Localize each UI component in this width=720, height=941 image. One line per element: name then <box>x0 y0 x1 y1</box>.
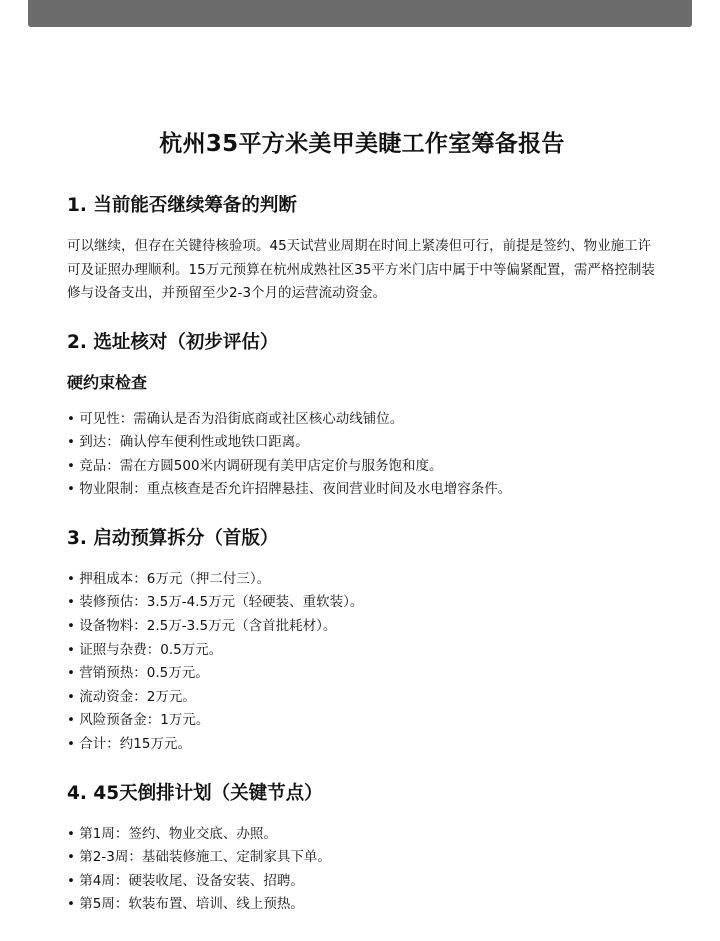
list-item: • 物业限制：重点核查是否允许招牌悬挂、夜间营业时间及水电增容条件。 <box>67 478 657 502</box>
list-item: • 第5周：软装布置、培训、线上预热。 <box>67 893 657 917</box>
document-content <box>67 124 657 941</box>
list-item: • 竞品：需在方圆500米内调研现有美甲店定价与服务饱和度。 <box>67 455 657 479</box>
section-4-list <box>67 823 657 917</box>
section-1-heading: 1. 当前能否继续筹备的判断 <box>67 195 297 216</box>
list-item: • 到达：确认停车便利性或地铁口距离。 <box>67 431 657 455</box>
list-item: • 装修预估：3.5万-4.5万元（轻硬装、重软装）。 <box>67 591 657 615</box>
viewer-top-bar <box>28 0 692 27</box>
list-item: • 第4周：硬装收尾、设备安装、招聘。 <box>67 870 657 894</box>
list-item: • 风险预备金：1万元。 <box>67 709 657 733</box>
section-2-list <box>67 408 657 502</box>
list-item: • 营销预热：0.5万元。 <box>67 662 657 686</box>
list-item: • 可见性：需确认是否为沿街底商或社区核心动线铺位。 <box>67 408 657 432</box>
list-item: • 证照与杂费：0.5万元。 <box>67 639 657 663</box>
section-4-heading: 4. 45天倒排计划（关键节点） <box>67 782 323 804</box>
list-item: • 第2-3周：基础装修施工、定制家具下单。 <box>67 846 657 870</box>
section-3-heading: 3. 启动预算拆分（首版） <box>67 527 279 549</box>
section-3-list <box>67 568 657 757</box>
list-item: • 第1周：签约、物业交底、办照。 <box>67 823 657 847</box>
document-title: 杭州35平方米美甲美睫工作室筹备报告 <box>159 131 565 157</box>
list-item: • 设备物料：2.5万-3.5万元（含首批耗材）。 <box>67 615 657 639</box>
section-1-paragraph: 可以继续，但存在关键待核验项。45天试营业周期在时间上紧凑但可行，前提是签约、物业施工许可及证照办理顺利。15万元预算在杭州成熟社区35平方米门店中属于中等偏紧配置，需严格控制装修与设备支出，并预留至少2-3个月的运营流动资金。 <box>67 238 655 301</box>
list-item: • 流动资金：2万元。 <box>67 686 657 710</box>
list-item: • 合计：约15万元。 <box>67 733 657 757</box>
list-item: • 押租成本：6万元（押二付三）。 <box>67 568 657 592</box>
section-2-heading: 2. 选址核对（初步评估） <box>67 331 279 353</box>
section-2-subheading: 硬约束检查 <box>67 372 148 392</box>
